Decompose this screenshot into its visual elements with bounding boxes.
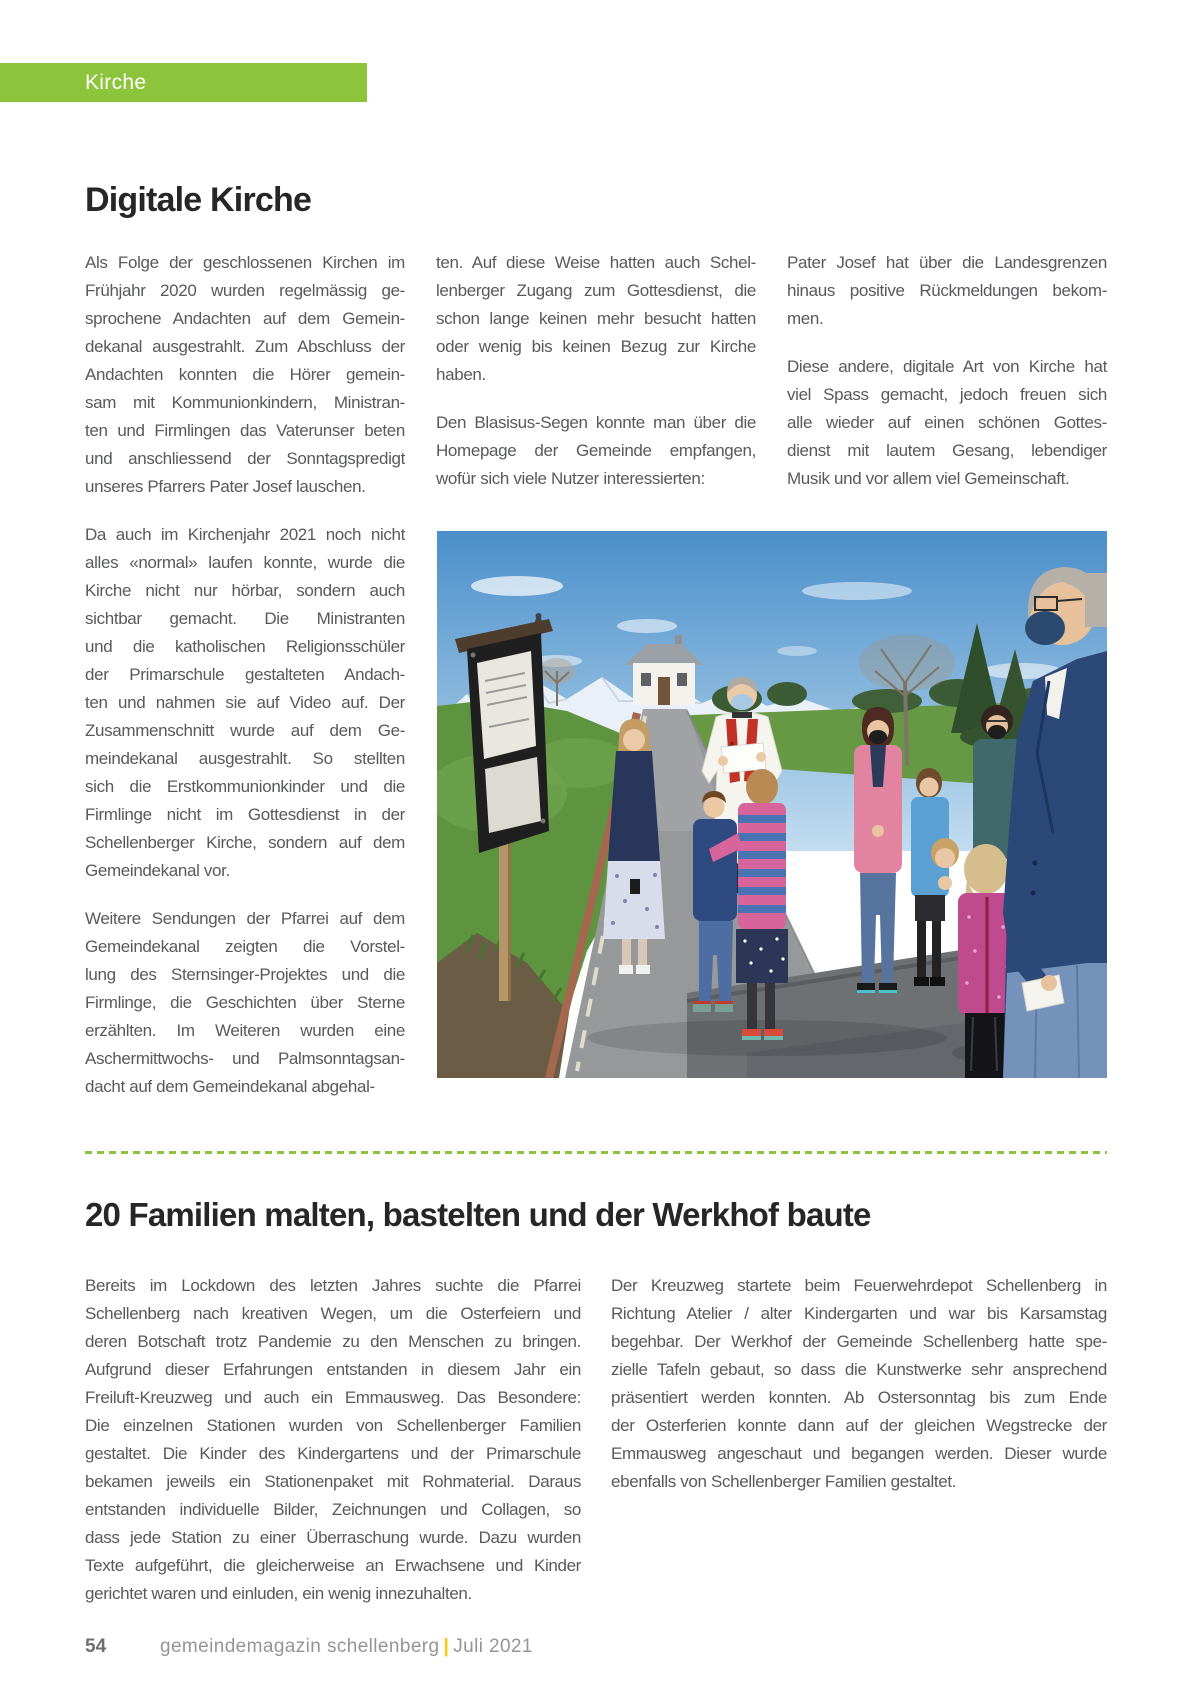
- text-line: erzählten. Im Weiteren wurden eine: [85, 1021, 405, 1040]
- text-line: Andachten konnten die Hörer gemein-: [85, 365, 405, 384]
- text-line: der Osterferien konnte dann auf der gleichen Wegstrecke der: [611, 1416, 1107, 1435]
- text-line: dass jede Station zu einer Überraschung wurde. Dazu wurden: [85, 1528, 581, 1547]
- section-tag-bar: [0, 63, 367, 102]
- paragraph: [787, 353, 1107, 493]
- text-line: und anschliessend der Sonntagspredigt: [85, 449, 405, 468]
- woman-pink-figure: [854, 707, 902, 993]
- text-line: deren Botschaft trotz Pandemie zu den Menschen zu bringen.: [85, 1332, 581, 1351]
- text-line: Firmlinge, die Geschichten über Sterne: [85, 993, 405, 1012]
- text-line: Aufgrund dieser Erfahrungen entstanden in diesem Jahr ein: [85, 1360, 581, 1379]
- text-line: unseres Pfarrers Pater Josef lauschen.: [85, 477, 366, 496]
- text-line: viel Spass gemacht, jedoch freuen sich: [787, 385, 1107, 404]
- article2-columns: [85, 1272, 1107, 1608]
- section-divider: [85, 1151, 1107, 1154]
- paragraph: [85, 1272, 581, 1608]
- text-line: Frühjahr 2020 wurden regelmässig ge-: [85, 281, 405, 300]
- text-line: Diese andere, digitale Art von Kirche hat: [787, 357, 1107, 376]
- text-line: Bereits im Lockdown des letzten Jahres suchte die Pfarrei: [85, 1276, 581, 1295]
- text-line: Zusammenschnitt wurde auf dem Ge-: [85, 721, 405, 740]
- text-line: Freiluft-Kreuzweg und auch ein Emmausweg. Das Besondere:: [85, 1388, 581, 1407]
- article2-title: 20 Familien malten, bastelten und der Werkhof baute: [85, 1196, 871, 1233]
- paragraph: [611, 1272, 1107, 1496]
- footer-magazine-title: gemeindemagazin schellenberg: [160, 1636, 440, 1657]
- paragraph: [85, 249, 405, 501]
- photo-illustration: [437, 531, 1107, 1078]
- paragraph: [787, 249, 1107, 333]
- paragraph: [85, 521, 405, 885]
- text-line: Weitere Sendungen der Pfarrei auf dem: [85, 909, 405, 928]
- text-line: bekamen jeweils ein Stationenpaket mit Rohmaterial. Daraus: [85, 1472, 581, 1491]
- text-line: Schellenberger Kirche, sondern auf dem: [85, 833, 405, 852]
- text-line: wofür sich viele Nutzer interessierten:: [436, 469, 705, 488]
- paragraph: [85, 905, 405, 1101]
- page-number: 54: [85, 1636, 107, 1657]
- text-line: der Primarschule gestalteten Andach-: [85, 665, 405, 684]
- text-line: Schellenberg nach kreativen Wegen, um die Osterfeiern und: [85, 1304, 581, 1323]
- text-line: haben.: [436, 365, 486, 384]
- text-line: Texte aufgeführt, die gleicherweise an Erwachsene und Kinder: [85, 1556, 581, 1575]
- text-line: lung des Sternsinger-Projektes und die: [85, 965, 405, 984]
- text-line: dienst mit lautem Gesang, lebendiger: [787, 441, 1107, 460]
- text-line: men.: [787, 309, 824, 328]
- text-line: gestaltet. Die Kinder des Kindergartens und der Primarschule: [85, 1444, 581, 1463]
- text-line: Emmausweg angeschaut und begangen werden. Dieser wurde: [611, 1444, 1107, 1463]
- text-line: lenberger Zugang zum Gottesdienst, die: [436, 281, 756, 300]
- text-line: Der Kreuzweg startete beim Feuerwehrdepot Schellenberg in: [611, 1276, 1107, 1295]
- text-line: dacht auf dem Gemeindekanal abgehal-: [85, 1077, 375, 1096]
- text-line: Richtung Atelier / alter Kindergarten und war bis Karsamstag: [611, 1304, 1107, 1323]
- text-line: hinaus positive Rückmeldungen bekom-: [787, 281, 1107, 300]
- text-line: sprochene Andachten auf dem Gemein-: [85, 309, 405, 328]
- page-footer: [85, 1636, 1107, 1658]
- paragraph: [436, 249, 756, 389]
- text-line: ten. Auf diese Weise hatten auch Schel-: [436, 253, 756, 272]
- article1-title: Digitale Kirche: [85, 181, 312, 219]
- text-line: Kirche nicht nur hörbar, sondern auch: [85, 581, 405, 600]
- text-line: entstanden individuelle Bilder, Zeichnungen und Collagen, so: [85, 1500, 581, 1519]
- text-line: alles «normal» laufen konnte, wurde die: [85, 553, 405, 572]
- text-line: ebenfalls von Schellenberger Familien gestaltet.: [611, 1472, 957, 1491]
- text-line: Gemeindekanal vor.: [85, 861, 230, 880]
- text-line: Den Blasisus-Segen konnte man über die: [436, 413, 756, 432]
- text-line: ten und Firmlingen das Vaterunser beten: [85, 421, 405, 440]
- text-line: sichtbar gemacht. Die Ministranten: [85, 609, 405, 628]
- text-line: gerichtet waren und einluden, ein wenig innezuhalten.: [85, 1584, 472, 1603]
- text-line: zielle Tafeln gebaut, so dass die Kunstwerke sehr ansprechend: [611, 1360, 1107, 1379]
- section-tag-label: Kirche: [85, 71, 147, 94]
- text-line: Da auch im Kirchenjahr 2021 noch nicht: [85, 525, 405, 544]
- text-line: alle wieder auf einen schönen Gottes-: [787, 413, 1107, 432]
- text-line: Die einzelnen Stationen wurden von Schellenberger Familien: [85, 1416, 581, 1435]
- text-line: Musik und vor allem viel Gemeinschaft.: [787, 469, 1070, 488]
- paragraph: [436, 409, 756, 493]
- text-line: Firmlinge nicht im Gottesdienst in der: [85, 805, 405, 824]
- text-line: sam mit Kommunionkindern, Ministran-: [85, 393, 405, 412]
- text-line: präsentiert werden konnten. Ab Ostersonntag bis zum Ende: [611, 1388, 1107, 1407]
- text-line: sich die Erstkommunionkinder und die: [85, 777, 405, 796]
- text-line: Aschermittwochs- und Palmsonntagsan-: [85, 1049, 405, 1068]
- text-line: und die katholischen Religionsschüler: [85, 637, 405, 656]
- text-line: schon lange keinen mehr besucht hatten: [436, 309, 756, 328]
- text-line: Pater Josef hat über die Landesgrenzen: [787, 253, 1107, 272]
- text-line: Gemeindekanal zeigten die Vorstel-: [85, 937, 405, 956]
- text-column: [611, 1272, 1107, 1608]
- text-column: [85, 1272, 581, 1608]
- text-line: Als Folge der geschlossenen Kirchen im: [85, 253, 405, 272]
- article-photo: [437, 531, 1107, 1078]
- text-line: begehbar. Der Werkhof der Gemeinde Schellenberg hatte spe-: [611, 1332, 1107, 1351]
- footer-issue: Juli 2021: [453, 1636, 533, 1657]
- text-line: Homepage der Gemeinde empfangen,: [436, 441, 756, 460]
- footer-text: [160, 1636, 533, 1658]
- text-column: [85, 249, 405, 1101]
- text-line: ten und nahmen sie auf Video auf. Der: [85, 693, 405, 712]
- text-line: oder wenig bis keinen Bezug zur Kirche: [436, 337, 756, 356]
- footer-separator: |: [443, 1636, 450, 1657]
- text-line: meindekanal ausgestrahlt. So stellten: [85, 749, 405, 768]
- text-line: dekanal ausgestrahlt. Zum Abschluss der: [85, 337, 405, 356]
